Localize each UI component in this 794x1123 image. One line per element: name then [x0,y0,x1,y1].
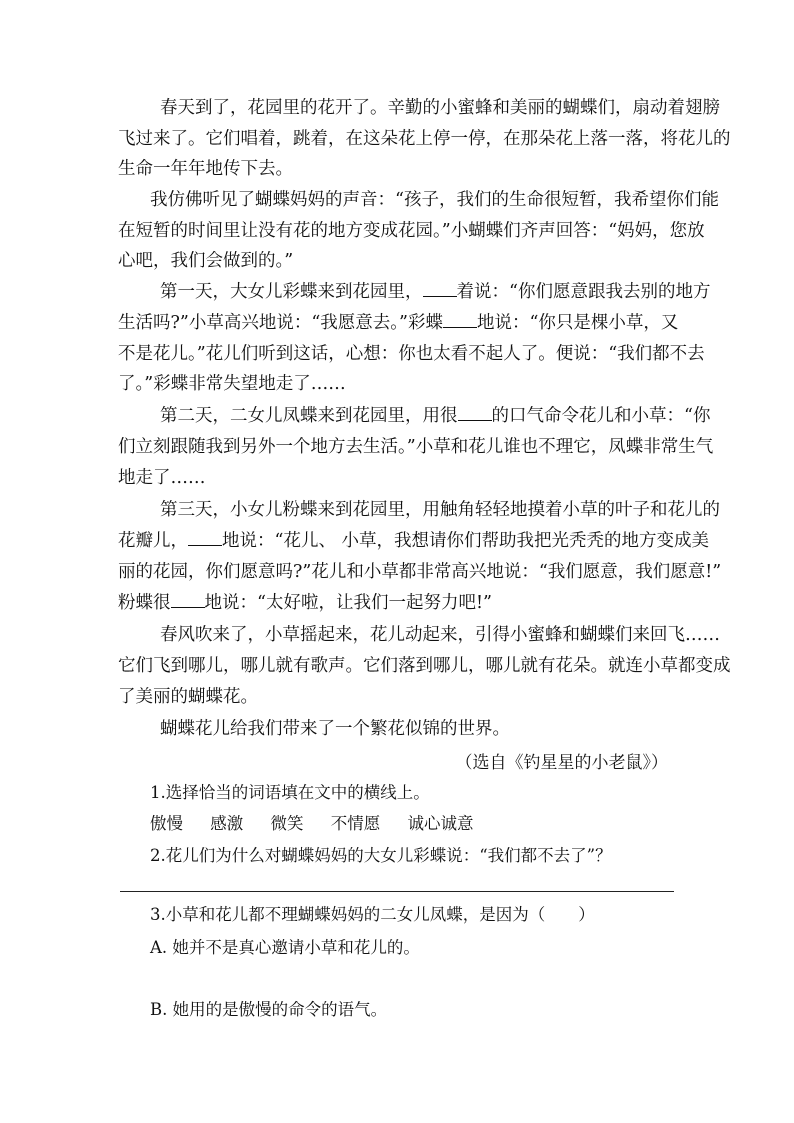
fill-blank[interactable] [171,591,205,608]
passage-line: 们立刻跟随我到另外一个地方去生活。”小草和花儿谁也不理它，凤蝶非常生气 [118,437,714,457]
word-choice: 感激 [210,814,244,833]
passage-line: 了美丽的蝴蝶花。 [118,687,258,707]
passage-line: 粉蝶很 地说：“太好啦，让我们一起努力吧!” [118,593,492,613]
word-choice: 微笑 [270,814,304,833]
passage-line: 飞过来了。它们唱着，跳着，在这朵花上停一停，在那朵花上落一落，将花儿的 [118,129,731,149]
fill-blank[interactable] [423,280,457,297]
passage-line: 生命一年年地传下去。 [118,159,293,179]
fill-blank[interactable] [443,311,477,328]
passage-line: 心吧，我们会做到的。” [118,251,294,271]
option-a[interactable]: A. 她并不是真心邀请小草和花儿的。 [150,938,420,957]
word-choice: 傲慢 [150,814,183,833]
answer-line[interactable] [120,891,674,892]
passage-line: 它们飞到哪儿，哪儿就有歌声。它们落到哪儿，哪儿就有花朵。就连小草都变成 [118,656,731,676]
passage-source: （选自《钓星星的小老鼠》） [455,753,668,773]
passage-line: 生活吗?”小草高兴地说：“我愿意去。”彩蝶 地说：“你只是棵小草，又 [118,313,679,333]
question-2: 2.花儿们为什么对蝴蝶妈妈的大女儿彩蝶说：“我们都不去了”？ [150,846,612,865]
question-3: 3.小草和花儿都不理蝴蝶妈妈的二女儿凤蝶，是因为（ ） [150,905,595,924]
passage-line: 第二天，二女儿凤蝶来到花园里，用很 的口气命令花儿和小草：“你 [160,406,711,426]
question-1: 1.选择恰当的词语填在文中的横线上。 [150,783,430,802]
fill-blank[interactable] [458,404,492,421]
passage-line: 第三天，小女儿粉蝶来到花园里，用触角轻轻地摸着小草的叶子和花儿的 [160,500,720,520]
passage-line: 第一天，大女儿彩蝶来到花园里， 着说：“你们愿意跟我去别的地方 [160,282,711,302]
passage-line: 了。”彩蝶非常失望地走了…… [118,374,346,394]
word-choice: 诚心诚意 [407,814,474,833]
passage-line: 丽的花园，你们愿意吗?”花儿和小草都非常高兴地说：“我们愿意，我们愿意!” [118,562,722,582]
passage-line: 地走了…… [118,468,206,488]
option-b[interactable]: B. 她用的是傲慢的命令的语气。 [150,1000,388,1019]
word-choices [150,812,496,836]
passage-line: 在短暂的时间里让没有花的地方变成花园。”小蝴蝶们齐声回答：“妈妈，您放 [118,221,705,241]
passage-line: 春天到了，花园里的花开了。辛勤的小蜜蜂和美丽的蝴蝶们，扇动着翅膀 [160,98,720,118]
fill-blank[interactable] [188,529,222,546]
passage-line: 不是花儿。”花儿们听到这话，心想：你也太看不起人了。便说：“我们都不去 [118,344,705,364]
passage-line: 春风吹来了，小草摇起来，花儿动起来，引得小蜜蜂和蝴蝶们来回飞…… [160,625,720,645]
passage-line: 蝴蝶花儿给我们带来了一个繁花似锦的世界。 [160,719,510,739]
passage-line: 花瓣儿， 地说：“花儿、 小草，我想请你们帮助我把光秃秃的地方变成美 [118,531,710,551]
passage-line: 我仿佛听见了蝴蝶妈妈的声音：“孩子，我们的生命很短暂，我希望你们能 [150,190,719,210]
word-choice: 不情愿 [330,814,381,833]
